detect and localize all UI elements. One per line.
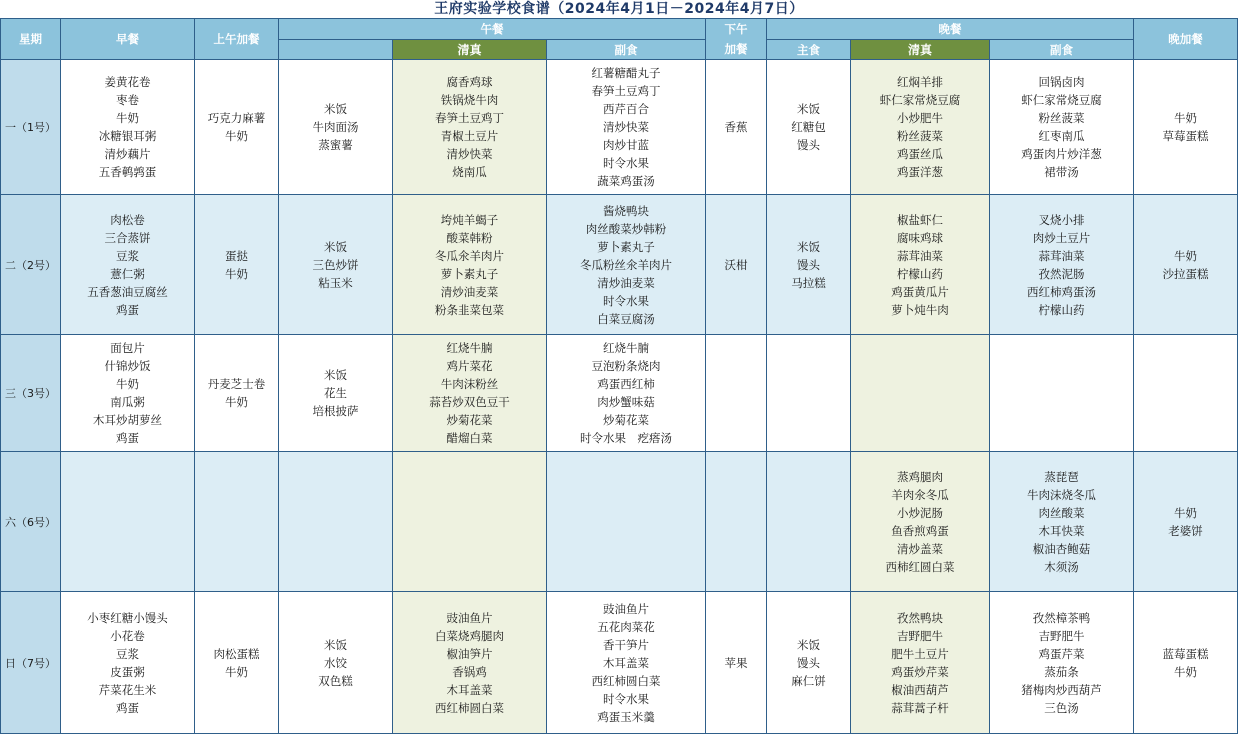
afternoon-snack-cell [706,592,767,734]
day-cell: 二（2号） [1,195,61,335]
lunch-main-text: 米饭 三色炒饼 粘玉米 [312,239,359,290]
header-evening-snack: 晚加餐 [1134,19,1238,60]
dinner-halal-text: 孜然鸭块 吉野肥牛 肥牛土豆片 鸡蛋炒芹菜 椒油西葫芦 蒜茸蒿子杆 [891,610,949,715]
dinner-side-text: 回锅卤肉 虾仁家常烧豆腐 粉丝菠菜 红枣南瓜 鸡蛋肉片炒洋葱 裙带汤 [1021,75,1102,179]
dinner-side-cell [990,592,1134,734]
header-lunch: 午餐 [279,19,706,40]
evening-snack-text: 牛奶 草莓蛋糕 [1162,111,1209,143]
header-afternoon-snack: 下午 加餐 [706,19,767,60]
lunch-side-text: 红烧牛腩 豆泡粉条烧肉 鸡蛋西红柿 肉炒蟹味菇 炒菊花菜 时令水果 疙瘩汤 [580,341,672,445]
evening-snack-text: 蓝莓蛋糕 牛奶 [1162,646,1209,679]
breakfast-text: 肉松卷 三合蒸饼 豆浆 薏仁粥 五香葱油豆腐丝 鸡蛋 [87,212,168,317]
lunch-side-cell [547,592,706,734]
dinner-main-text: 米饭 馒头 麻仁饼 [791,637,826,688]
breakfast-cell [61,452,195,592]
dinner-side-text: 孜然樟茶鸭 吉野肥牛 鸡蛋芹菜 蒸茄条 猪梅肉炒西葫芦 三色汤 [1021,610,1102,715]
dinner-main-cell [767,195,851,335]
afternoon-snack-cell [706,335,767,452]
dinner-halal-cell [851,592,990,734]
breakfast-text: 面包片 什锦炒饭 牛奶 南瓜粥 木耳炒胡萝丝 鸡蛋 [93,341,162,445]
lunch-main-cell [279,592,393,734]
dinner-halal-cell [851,60,990,195]
breakfast-cell [61,335,195,452]
morning-snack-text: 巧克力麻薯 牛奶 [207,111,266,143]
page-title: 王府实验学校食谱（2024年4月1日－2024年4月7日） [434,1,804,17]
header-breakfast: 早餐 [61,19,195,60]
table-row [1,335,1238,452]
evening-snack-text: 牛奶 沙拉蛋糕 [1162,248,1209,281]
breakfast-cell [61,592,195,734]
dinner-halal-cell [851,335,990,452]
dinner-halal-text: 椒盐虾仁 腐味鸡球 蒜茸油菜 柠檬山药 鸡蛋黄瓜片 萝卜炖牛肉 [891,212,949,317]
morning-snack-cell [195,452,279,592]
lunch-halal-cell [393,335,547,452]
dinner-side-text: 叉烧小排 肉炒土豆片 蒜茸油菜 孜然泥肠 西红柿鸡蛋汤 柠檬山药 [1027,212,1096,317]
breakfast-cell [61,60,195,195]
lunch-main-text: 米饭 花生 培根披萨 [312,368,359,418]
lunch-side-cell [547,60,706,195]
lunch-main-cell [279,452,393,592]
menu-body [1,60,1238,734]
morning-snack-text: 蛋挞 牛奶 [225,248,248,281]
table-row [1,60,1238,195]
afternoon-snack-cell [706,60,767,195]
dinner-main-text: 米饭 红糖包 馒头 [791,102,826,152]
header-dinner-main: 主食 [767,40,851,60]
dinner-halal-cell [851,452,990,592]
dinner-halal-cell [851,195,990,335]
lunch-halal-cell [393,452,547,592]
lunch-halal-cell [393,60,547,195]
lunch-side-cell [547,195,706,335]
lunch-halal-text: 腐香鸡球 铁锅烧牛肉 春笋土豆鸡丁 青椒土豆片 清炒快菜 烧南瓜 [435,75,504,179]
dinner-side-text: 蒸琵琶 牛肉沫烧冬瓜 肉丝酸菜 木耳快菜 椒油杏鲍菇 木须汤 [1027,469,1096,574]
afternoon-snack-cell [706,195,767,335]
dinner-halal-text: 红焖羊排 虾仁家常烧豆腐 小炒肥牛 粉丝菠菜 鸡蛋丝瓜 鸡蛋洋葱 [879,75,961,179]
lunch-halal-text: 红烧牛腩 鸡片菜花 牛肉沫粉丝 蒜苔炒双色豆干 炒菊花菜 醋熘白菜 [429,341,510,445]
header-lunch-halal: 清真 [393,40,547,60]
dinner-halal-text: 蒸鸡腿肉 羊肉氽冬瓜 小炒泥肠 鱼香煎鸡蛋 清炒盖菜 西柿红圆白菜 [885,469,955,574]
morning-snack-text: 肉松蛋糕 牛奶 [213,646,260,679]
lunch-side-text: 红薯糖醋丸子 春笋土豆鸡丁 西芹百合 清炒快菜 肉炒甘蓝 时令水果 蔬菜鸡蛋汤 [591,66,661,188]
dinner-side-cell [990,195,1134,335]
morning-snack-cell [195,592,279,734]
dinner-main-cell [767,60,851,195]
afternoon-snack-text: 苹果 [724,655,748,670]
dinner-main-text: 米饭 馒头 马拉糕 [791,239,826,290]
evening-snack-text: 牛奶 老婆饼 [1168,505,1203,538]
dinner-main-cell [767,335,851,452]
lunch-side-text: 酱烧鸭块 肉丝酸菜炒韩粉 萝卜素丸子 冬瓜粉丝氽羊肉片 清炒油麦菜 时令水果 白菜豆腐汤 [580,203,672,326]
lunch-side-cell [547,452,706,592]
table-row [1,592,1238,734]
lunch-main-text: 米饭 牛肉面汤 蒸蜜薯 [312,102,359,152]
header-lunch-main [279,40,393,60]
evening-snack-cell [1134,195,1238,335]
day-cell: 一（1号） [1,60,61,195]
lunch-main-text: 米饭 水饺 双色糕 [318,637,353,688]
menu-table [0,18,1238,734]
header-morning-snack: 上午加餐 [195,19,279,60]
lunch-halal-cell [393,195,547,335]
header-dinner-halal: 清真 [851,40,990,60]
day-cell: 六（6号） [1,452,61,592]
dinner-side-cell [990,60,1134,195]
dinner-side-cell [990,452,1134,592]
lunch-side-text: 豉油鱼片 五花肉菜花 香干笋片 木耳盖菜 西红柿圆白菜 时令水果 鸡蛋玉米羹 [591,601,661,724]
afternoon-snack-text: 沃柑 [724,257,748,272]
lunch-halal-text: 垮炖羊蝎子 酸菜韩粉 冬瓜氽羊肉片 萝卜素丸子 清炒油麦菜 粉条韭菜包菜 [435,212,504,317]
evening-snack-cell [1134,335,1238,452]
day-cell: 日（7号） [1,592,61,734]
header-row-1 [1,19,1238,40]
dinner-side-cell [990,335,1134,452]
morning-snack-cell [195,335,279,452]
lunch-main-cell [279,60,393,195]
afternoon-snack-text: 香蕉 [724,120,748,134]
evening-snack-cell [1134,60,1238,195]
lunch-main-cell [279,335,393,452]
breakfast-text: 小枣红糖小馒头 小花卷 豆浆 皮蛋粥 芹菜花生米 鸡蛋 [87,610,168,715]
morning-snack-text: 丹麦芝士卷 牛奶 [207,377,266,409]
afternoon-snack-cell [706,452,767,592]
dinner-main-cell [767,592,851,734]
header-dinner: 晚餐 [767,19,1134,40]
evening-snack-cell [1134,592,1238,734]
lunch-main-cell [279,195,393,335]
breakfast-text: 姜黄花卷 枣卷 牛奶 冰糖银耳粥 清炒藕片 五香鹌鹑蛋 [98,75,157,179]
header-day: 星期 [1,19,61,60]
lunch-side-cell [547,335,706,452]
header-dinner-side: 副食 [990,40,1134,60]
morning-snack-cell [195,195,279,335]
table-row [1,195,1238,335]
header-lunch-side: 副食 [547,40,706,60]
morning-snack-cell [195,60,279,195]
lunch-halal-cell [393,592,547,734]
lunch-halal-text: 豉油鱼片 白菜烧鸡腿肉 椒油笋片 香锅鸡 木耳盖菜 西红柿圆白菜 [435,610,504,715]
breakfast-cell [61,195,195,335]
evening-snack-cell [1134,452,1238,592]
day-cell: 三（3号） [1,335,61,452]
dinner-main-cell [767,452,851,592]
table-row [1,452,1238,592]
